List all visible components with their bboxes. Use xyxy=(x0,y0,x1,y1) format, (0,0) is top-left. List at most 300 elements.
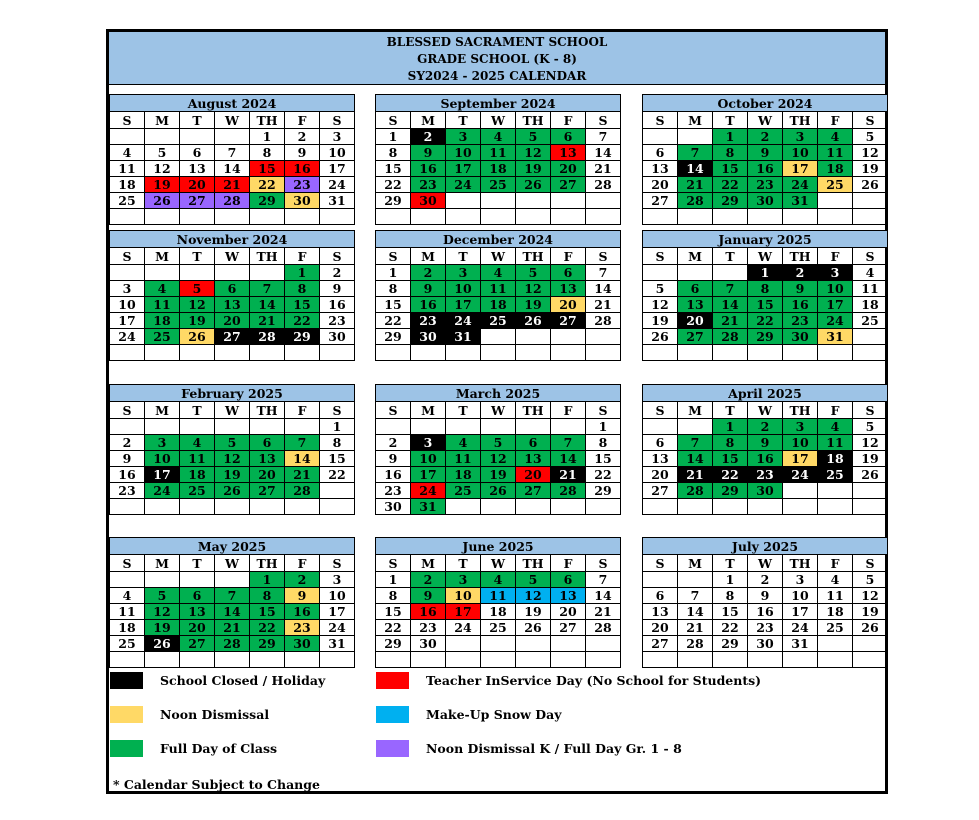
day-cell xyxy=(250,265,285,281)
weekday-header: S xyxy=(853,402,888,419)
weekday-header: T xyxy=(180,555,215,572)
day-cell xyxy=(818,193,853,209)
day-cell xyxy=(145,129,180,145)
day-cell xyxy=(516,209,551,225)
day-cell: 21 xyxy=(215,620,250,636)
day-cell: 3 xyxy=(446,129,481,145)
month-calendar xyxy=(642,94,888,225)
day-cell: 1 xyxy=(748,265,783,281)
day-cell: 11 xyxy=(446,451,481,467)
weekday-header: W xyxy=(481,555,516,572)
month-calendar xyxy=(109,384,355,515)
day-cell xyxy=(643,345,678,361)
weekday-header: S xyxy=(586,248,621,265)
day-cell xyxy=(551,209,586,225)
day-cell xyxy=(853,483,888,499)
day-cell xyxy=(818,499,853,515)
day-cell: 3 xyxy=(320,129,355,145)
day-cell: 28 xyxy=(678,193,713,209)
legend-label: Make-Up Snow Day xyxy=(426,707,562,722)
weekday-header: F xyxy=(818,248,853,265)
day-cell: 13 xyxy=(215,297,250,313)
weekday-header: F xyxy=(818,402,853,419)
day-cell: 5 xyxy=(145,588,180,604)
day-cell xyxy=(678,265,713,281)
day-cell: 16 xyxy=(411,604,446,620)
day-cell: 26 xyxy=(215,483,250,499)
month-title: January 2025 xyxy=(642,230,888,247)
day-cell: 18 xyxy=(180,467,215,483)
day-cell: 14 xyxy=(215,161,250,177)
day-cell xyxy=(748,652,783,668)
day-cell xyxy=(586,499,621,515)
day-cell xyxy=(551,193,586,209)
day-cell: 20 xyxy=(551,297,586,313)
day-cell: 1 xyxy=(250,572,285,588)
day-cell: 2 xyxy=(285,572,320,588)
day-cell: 27 xyxy=(180,636,215,652)
day-cell xyxy=(320,209,355,225)
weekday-header: W xyxy=(215,555,250,572)
day-cell: 8 xyxy=(320,435,355,451)
weekday-header: F xyxy=(285,555,320,572)
day-cell: 7 xyxy=(713,281,748,297)
day-cell: 30 xyxy=(783,329,818,345)
day-cell: 23 xyxy=(748,620,783,636)
day-cell: 24 xyxy=(818,313,853,329)
day-cell xyxy=(110,129,145,145)
day-cell: 21 xyxy=(250,313,285,329)
day-cell xyxy=(713,345,748,361)
day-cell: 17 xyxy=(320,161,355,177)
month-title: July 2025 xyxy=(642,537,888,554)
day-cell: 5 xyxy=(853,572,888,588)
day-cell: 9 xyxy=(411,281,446,297)
day-cell: 24 xyxy=(446,313,481,329)
day-cell xyxy=(110,419,145,435)
day-cell xyxy=(713,652,748,668)
day-cell: 25 xyxy=(853,313,888,329)
day-cell: 29 xyxy=(285,329,320,345)
day-cell: 11 xyxy=(180,451,215,467)
day-cell: 25 xyxy=(818,620,853,636)
legend-swatch xyxy=(376,740,409,757)
day-cell xyxy=(145,265,180,281)
day-cell xyxy=(678,345,713,361)
day-cell: 8 xyxy=(376,145,411,161)
day-cell xyxy=(551,329,586,345)
day-cell: 26 xyxy=(516,313,551,329)
day-cell: 11 xyxy=(481,588,516,604)
day-cell: 7 xyxy=(586,129,621,145)
day-cell: 25 xyxy=(481,620,516,636)
day-cell: 28 xyxy=(285,483,320,499)
weekday-header: F xyxy=(285,402,320,419)
day-cell: 30 xyxy=(411,193,446,209)
day-cell: 16 xyxy=(376,467,411,483)
weekday-header: F xyxy=(818,555,853,572)
day-cell: 3 xyxy=(818,265,853,281)
day-cell: 22 xyxy=(250,177,285,193)
day-cell: 11 xyxy=(481,145,516,161)
day-cell: 1 xyxy=(586,419,621,435)
day-cell: 23 xyxy=(285,620,320,636)
day-cell: 24 xyxy=(783,620,818,636)
day-cell: 21 xyxy=(586,604,621,620)
day-cell: 9 xyxy=(748,435,783,451)
day-cell: 29 xyxy=(376,636,411,652)
day-cell: 27 xyxy=(551,313,586,329)
day-cell: 5 xyxy=(853,129,888,145)
day-cell: 25 xyxy=(180,483,215,499)
day-cell: 8 xyxy=(748,281,783,297)
day-cell: 7 xyxy=(551,435,586,451)
day-cell xyxy=(110,265,145,281)
day-cell: 18 xyxy=(818,451,853,467)
day-cell: 8 xyxy=(250,588,285,604)
day-cell: 5 xyxy=(180,281,215,297)
day-cell xyxy=(215,265,250,281)
day-cell: 5 xyxy=(145,145,180,161)
day-cell xyxy=(586,209,621,225)
calendar-header xyxy=(109,32,885,85)
day-cell: 8 xyxy=(713,435,748,451)
day-cell xyxy=(678,652,713,668)
day-cell: 23 xyxy=(411,177,446,193)
day-cell xyxy=(818,652,853,668)
day-cell: 26 xyxy=(516,177,551,193)
day-cell: 23 xyxy=(320,313,355,329)
day-cell xyxy=(446,419,481,435)
calendar-frame xyxy=(106,29,888,794)
day-cell: 9 xyxy=(748,588,783,604)
day-cell: 20 xyxy=(180,620,215,636)
day-cell: 16 xyxy=(783,297,818,313)
weekday-header: T xyxy=(180,112,215,129)
weekday-header: S xyxy=(376,402,411,419)
day-cell: 11 xyxy=(481,281,516,297)
day-cell xyxy=(376,652,411,668)
day-cell xyxy=(516,329,551,345)
day-cell: 19 xyxy=(145,620,180,636)
legend-swatch xyxy=(376,706,409,723)
day-cell: 14 xyxy=(285,451,320,467)
day-cell: 4 xyxy=(853,265,888,281)
day-cell: 1 xyxy=(376,572,411,588)
day-cell xyxy=(853,345,888,361)
day-cell: 4 xyxy=(481,129,516,145)
day-cell: 19 xyxy=(516,161,551,177)
weekday-header: W xyxy=(748,112,783,129)
day-cell: 7 xyxy=(678,588,713,604)
weekday-header: TH xyxy=(516,555,551,572)
weekday-header: S xyxy=(586,112,621,129)
weekday-header: M xyxy=(411,112,446,129)
day-cell xyxy=(783,483,818,499)
day-cell: 29 xyxy=(376,193,411,209)
day-cell: 4 xyxy=(110,145,145,161)
day-cell xyxy=(643,265,678,281)
day-cell: 29 xyxy=(250,636,285,652)
day-cell: 22 xyxy=(713,177,748,193)
day-cell xyxy=(678,419,713,435)
day-cell xyxy=(551,345,586,361)
day-cell: 21 xyxy=(678,467,713,483)
legend-swatch xyxy=(376,672,409,689)
day-cell: 9 xyxy=(411,145,446,161)
day-cell: 30 xyxy=(320,329,355,345)
day-cell: 22 xyxy=(376,620,411,636)
day-cell: 14 xyxy=(678,161,713,177)
month-calendar xyxy=(642,230,888,361)
day-cell xyxy=(145,652,180,668)
day-cell: 18 xyxy=(818,604,853,620)
day-cell: 15 xyxy=(713,604,748,620)
day-cell: 9 xyxy=(110,451,145,467)
day-cell: 28 xyxy=(586,620,621,636)
day-cell: 31 xyxy=(783,193,818,209)
day-cell: 7 xyxy=(586,265,621,281)
day-cell: 8 xyxy=(376,281,411,297)
day-cell xyxy=(818,209,853,225)
day-cell: 15 xyxy=(713,451,748,467)
day-cell: 4 xyxy=(145,281,180,297)
day-cell: 13 xyxy=(180,161,215,177)
day-cell xyxy=(285,345,320,361)
month-title: March 2025 xyxy=(375,384,621,401)
day-cell: 14 xyxy=(678,604,713,620)
day-cell: 28 xyxy=(586,177,621,193)
day-cell xyxy=(853,652,888,668)
day-cell xyxy=(481,499,516,515)
day-cell: 28 xyxy=(215,636,250,652)
day-cell: 10 xyxy=(446,145,481,161)
month-title: May 2025 xyxy=(109,537,355,554)
day-cell: 4 xyxy=(818,572,853,588)
day-cell: 17 xyxy=(783,604,818,620)
day-cell xyxy=(215,652,250,668)
day-cell: 18 xyxy=(446,467,481,483)
weekday-header: T xyxy=(713,112,748,129)
day-cell: 20 xyxy=(643,177,678,193)
month-calendar xyxy=(109,94,355,225)
day-cell: 28 xyxy=(250,329,285,345)
day-cell: 15 xyxy=(285,297,320,313)
weekday-header: F xyxy=(551,555,586,572)
day-cell xyxy=(586,652,621,668)
day-cell: 1 xyxy=(713,419,748,435)
day-cell xyxy=(145,209,180,225)
day-cell: 27 xyxy=(551,620,586,636)
day-cell: 10 xyxy=(320,588,355,604)
day-cell: 19 xyxy=(853,451,888,467)
weekday-header: T xyxy=(446,555,481,572)
day-cell: 12 xyxy=(853,145,888,161)
day-cell: 10 xyxy=(783,588,818,604)
day-cell xyxy=(285,499,320,515)
weekday-header: T xyxy=(180,402,215,419)
day-cell: 9 xyxy=(783,281,818,297)
weekday-header: TH xyxy=(516,402,551,419)
day-cell: 4 xyxy=(481,265,516,281)
weekday-header: S xyxy=(110,555,145,572)
day-cell xyxy=(215,209,250,225)
day-cell xyxy=(516,652,551,668)
day-cell xyxy=(145,419,180,435)
day-cell: 24 xyxy=(411,483,446,499)
day-cell: 2 xyxy=(411,129,446,145)
day-cell: 28 xyxy=(713,329,748,345)
footnote: * Calendar Subject to Change xyxy=(113,777,320,792)
day-cell: 11 xyxy=(110,161,145,177)
day-cell: 20 xyxy=(180,177,215,193)
day-cell: 12 xyxy=(643,297,678,313)
day-cell xyxy=(320,499,355,515)
day-cell: 4 xyxy=(481,572,516,588)
day-cell: 21 xyxy=(586,297,621,313)
day-cell: 1 xyxy=(320,419,355,435)
day-cell: 26 xyxy=(853,620,888,636)
day-cell: 1 xyxy=(713,572,748,588)
month-calendar xyxy=(375,537,621,668)
weekday-header: S xyxy=(376,555,411,572)
weekday-header: S xyxy=(376,112,411,129)
day-cell: 6 xyxy=(551,265,586,281)
day-cell: 6 xyxy=(215,281,250,297)
weekday-header: M xyxy=(678,248,713,265)
day-cell: 28 xyxy=(215,193,250,209)
day-cell: 30 xyxy=(411,329,446,345)
day-cell: 6 xyxy=(643,588,678,604)
month-title: June 2025 xyxy=(375,537,621,554)
day-cell: 7 xyxy=(285,435,320,451)
day-cell: 3 xyxy=(145,435,180,451)
day-cell xyxy=(678,209,713,225)
day-cell: 23 xyxy=(411,620,446,636)
day-cell xyxy=(446,652,481,668)
day-cell xyxy=(853,209,888,225)
month-calendar xyxy=(109,230,355,361)
day-cell: 15 xyxy=(376,161,411,177)
day-cell: 25 xyxy=(481,313,516,329)
day-cell: 4 xyxy=(446,435,481,451)
day-cell: 6 xyxy=(551,129,586,145)
month-calendar xyxy=(642,384,888,515)
day-cell xyxy=(516,193,551,209)
day-cell: 21 xyxy=(678,620,713,636)
day-cell xyxy=(215,345,250,361)
day-cell xyxy=(215,129,250,145)
day-cell: 27 xyxy=(250,483,285,499)
day-cell: 13 xyxy=(516,451,551,467)
day-cell: 6 xyxy=(250,435,285,451)
weekday-header: S xyxy=(643,402,678,419)
weekday-header: T xyxy=(713,402,748,419)
day-cell xyxy=(285,652,320,668)
day-cell: 19 xyxy=(215,467,250,483)
day-cell xyxy=(180,419,215,435)
day-cell: 30 xyxy=(285,636,320,652)
weekday-header: TH xyxy=(516,248,551,265)
day-cell: 26 xyxy=(853,467,888,483)
day-cell: 12 xyxy=(215,451,250,467)
day-cell: 13 xyxy=(678,297,713,313)
weekday-header: S xyxy=(110,112,145,129)
day-cell: 16 xyxy=(411,297,446,313)
day-cell: 12 xyxy=(516,145,551,161)
day-cell: 7 xyxy=(678,145,713,161)
weekday-header: S xyxy=(320,402,355,419)
weekday-header: S xyxy=(643,555,678,572)
day-cell: 21 xyxy=(551,467,586,483)
day-cell xyxy=(551,636,586,652)
day-cell xyxy=(643,652,678,668)
day-cell: 15 xyxy=(713,161,748,177)
legend-label: Teacher InService Day (No School for Students) xyxy=(426,673,762,688)
day-cell: 12 xyxy=(145,604,180,620)
weekday-header: S xyxy=(376,248,411,265)
day-cell xyxy=(481,345,516,361)
weekday-header: S xyxy=(853,555,888,572)
day-cell: 21 xyxy=(215,177,250,193)
day-cell xyxy=(320,345,355,361)
day-cell xyxy=(481,329,516,345)
day-cell xyxy=(110,572,145,588)
day-cell: 21 xyxy=(285,467,320,483)
legend-swatch xyxy=(110,672,143,689)
day-cell xyxy=(713,265,748,281)
weekday-header: W xyxy=(215,402,250,419)
legend-swatch xyxy=(110,740,143,757)
day-cell: 2 xyxy=(110,435,145,451)
day-cell xyxy=(783,499,818,515)
day-cell: 17 xyxy=(145,467,180,483)
weekday-header: F xyxy=(818,112,853,129)
legend-label: School Closed / Holiday xyxy=(160,673,326,688)
day-cell: 10 xyxy=(145,451,180,467)
day-cell xyxy=(713,499,748,515)
day-cell: 4 xyxy=(818,419,853,435)
weekday-header: M xyxy=(678,402,713,419)
weekday-header: TH xyxy=(250,248,285,265)
day-cell: 4 xyxy=(818,129,853,145)
day-cell: 29 xyxy=(250,193,285,209)
day-cell: 14 xyxy=(586,145,621,161)
day-cell: 17 xyxy=(446,604,481,620)
day-cell: 13 xyxy=(551,281,586,297)
day-cell: 23 xyxy=(285,177,320,193)
day-cell: 11 xyxy=(818,145,853,161)
day-cell: 14 xyxy=(586,588,621,604)
day-cell: 24 xyxy=(783,177,818,193)
weekday-header: S xyxy=(320,112,355,129)
day-cell: 1 xyxy=(376,129,411,145)
month-title: September 2024 xyxy=(375,94,621,111)
weekday-header: W xyxy=(748,555,783,572)
weekday-header: T xyxy=(713,555,748,572)
weekday-header: W xyxy=(215,112,250,129)
day-cell: 3 xyxy=(446,572,481,588)
day-cell: 19 xyxy=(516,604,551,620)
day-cell: 28 xyxy=(678,636,713,652)
day-cell: 26 xyxy=(481,483,516,499)
weekday-header: TH xyxy=(516,112,551,129)
day-cell: 21 xyxy=(678,177,713,193)
day-cell: 7 xyxy=(586,572,621,588)
day-cell: 24 xyxy=(783,467,818,483)
day-cell xyxy=(586,193,621,209)
day-cell: 20 xyxy=(250,467,285,483)
